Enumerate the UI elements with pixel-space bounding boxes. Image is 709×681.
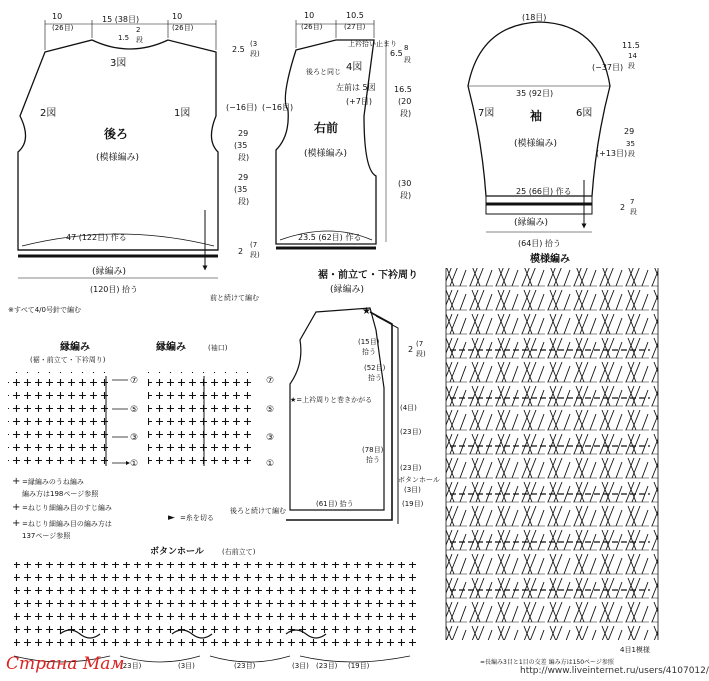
back-zu1: 1図 (174, 108, 191, 119)
front-h35: (35 (234, 141, 248, 150)
pattern-repeat: 4目1模様 (620, 646, 650, 654)
back-rib: (縁編み) (92, 267, 127, 277)
rib-row-7: ⑦ (130, 376, 139, 386)
front-h3: 段) (400, 109, 412, 118)
svg-text:►: ► (168, 513, 175, 523)
back-piece (8, 12, 260, 314)
back-rows-dan: 段) (250, 251, 260, 259)
sleeve-h1: 11.5 (622, 41, 640, 50)
border-c52b: 拾う (368, 374, 382, 382)
svg-text:+: + (12, 476, 21, 487)
front-top-a-s: (26目) (301, 23, 323, 31)
sleeve-cuff: 25 (66目) 作る (516, 187, 572, 196)
back-h1: 29 (238, 173, 249, 182)
back-zu3: 3図 (110, 58, 127, 69)
source-url[interactable]: http://www.liveinternet.ru/users/4107012/ (520, 666, 709, 676)
pattern-chart (446, 252, 658, 666)
back-dec: (−16目) (226, 103, 258, 112)
legend-l2: 編み方は198ページ参照 (22, 490, 99, 498)
sleeve-dec: (−37目) (592, 63, 624, 72)
back-top-r-s: (26目) (172, 24, 194, 32)
border-r2: 2 (408, 345, 414, 354)
front-bottom: 23.5 (62目) 作る (298, 233, 362, 242)
sleeve-h3: 段 (628, 62, 635, 70)
rib-row-1: ① (130, 459, 139, 469)
border-sub: (縁編み) (330, 285, 365, 295)
border-bh: ボタンホール (398, 476, 440, 484)
border-c23b: (23目) (400, 464, 422, 472)
bh-sub: (右前立て) (222, 548, 256, 556)
bh-b3: (23目) (234, 662, 256, 670)
back-top-l-s: (26目) (52, 24, 74, 32)
back-rows7: (7 (250, 241, 258, 249)
back-pattern: (模様編み) (96, 153, 140, 163)
cuff-chart-sub: (袖口) (208, 344, 228, 352)
front-top-b-s: (27目) (344, 23, 366, 31)
front-h2: (20 (398, 97, 412, 106)
border-star-note: ★=上衿周りと巻きかがる (290, 396, 373, 404)
border-title: 裾・前立て・下衿周り (318, 270, 418, 281)
sleeve-rows7: 7 (630, 198, 635, 206)
bh-b4: (3目) (292, 662, 309, 670)
front-pattern: (模様編み) (304, 149, 348, 159)
rib-row-3: ③ (130, 433, 139, 443)
front-h1: 16.5 (394, 85, 412, 94)
rib-chart-title: 縁編み (60, 342, 90, 353)
front-h29: 29 (238, 129, 249, 138)
sleeve-zu6: 6図 (576, 108, 593, 119)
svg-text:+: + (12, 518, 21, 529)
sleeve-h35b: 段 (628, 150, 635, 158)
border-star: ★ (362, 306, 371, 317)
bh-b5: (23目) (316, 662, 338, 670)
front-zu4: 4図 (346, 62, 363, 73)
back-rib-cnt: (120目) 拾う (90, 285, 139, 294)
front-sh-d2: (3 (250, 40, 258, 48)
legend-l1: =縁編みのうね編み (22, 478, 84, 486)
rib-chart-sub: (裾・前立て・下衿周り) (30, 356, 106, 364)
back-name: 後ろ (104, 127, 129, 141)
sleeve-h2: 14 (628, 52, 637, 60)
sleeve-piece (468, 13, 640, 248)
border-c61: (61目) 拾う (316, 500, 354, 508)
sleeve-h29: 29 (624, 127, 635, 136)
rib-row-5: ⑤ (130, 405, 139, 415)
front-piece (232, 11, 412, 248)
back-neck-d2: 2 (136, 26, 141, 34)
front-collar-stop: 上衿拾い止まり (348, 40, 397, 48)
back-top-r: 10 (172, 12, 183, 21)
border-c52: (52目) (364, 364, 386, 372)
back-h3: 段) (238, 197, 250, 206)
back-top-l: 10 (52, 12, 63, 21)
border-r7: (7 (416, 340, 424, 348)
border-c19: (19目) (402, 500, 424, 508)
front-name: 右前 (314, 121, 339, 135)
front-h30: (30 (398, 179, 412, 188)
front-h35b: 段) (238, 153, 250, 162)
legend-cut: =糸を切る (180, 514, 214, 522)
sleeve-pattern: (模様編み) (514, 139, 558, 149)
front-back-close: 後ろと同じ (306, 68, 341, 76)
bh-b1: (23目) (120, 662, 142, 670)
back-rows2: 2 (238, 247, 244, 256)
sleeve-inc: (+13目) (596, 149, 628, 158)
pattern-title: 模様編み (530, 254, 570, 265)
cuff-chart-title: 縁編み (156, 342, 186, 353)
cuff-row-1: ① (266, 459, 275, 469)
border-piece (230, 268, 440, 524)
back-neck-d3: 段 (136, 36, 143, 44)
border-c4: (4目) (400, 404, 417, 412)
front-f65b: 8 (404, 44, 409, 52)
pattern-foot: =長編み3目と1目の交差 編み方は150ページ参照 (480, 659, 614, 666)
border-c23a: (23目) (400, 428, 422, 436)
border-c15: (15目) (358, 338, 380, 346)
border-bh-cnt: (3目) (404, 486, 421, 494)
cuff-chart (148, 340, 274, 469)
cuff-row-5: ⑤ (266, 405, 275, 415)
cuff-row-3: ③ (266, 433, 275, 443)
back-bottom: 47 (122目) 作る (66, 233, 127, 242)
buttonhole-chart (14, 546, 416, 670)
legend-l3: =ねじり細編み目のすじ編み (22, 504, 112, 512)
rib-chart (8, 340, 138, 469)
back-neck-d: 1.5 (118, 34, 130, 42)
front-dec: (−16目) (262, 103, 294, 112)
watermark-logo: Страна Мам (6, 654, 125, 674)
front-top-a: 10 (304, 11, 315, 20)
back-zu2: 2図 (40, 108, 57, 119)
back-h2: (35 (234, 185, 248, 194)
sleeve-rows2: 2 (620, 203, 626, 212)
front-top-b: 10.5 (346, 11, 364, 20)
border-r7b: 段) (416, 350, 426, 358)
border-c15b: 拾う (362, 348, 376, 356)
legend-l4: =ねじり細編み目の編み方は (22, 520, 112, 528)
front-f65: 6.5 (390, 49, 403, 58)
front-left5: 左前は 5図 (336, 83, 376, 92)
front-f65c: 段 (404, 56, 411, 64)
front-h30b: 段) (400, 191, 412, 200)
sleeve-h35: 35 (626, 140, 635, 148)
back-cont: 前と続けて編む (210, 294, 259, 302)
border-c78b: 拾う (366, 456, 380, 464)
cuff-row-7: ⑦ (266, 376, 275, 386)
bh-b6: (19目) (348, 662, 370, 670)
sleeve-zu7: 7図 (478, 108, 495, 119)
front-sh-d3: 段) (250, 50, 260, 58)
front-sh-d: 2.5 (232, 45, 245, 54)
sleeve-top: (18目) (522, 13, 547, 22)
bh-b2: (3目) (178, 662, 195, 670)
bh-title: ボタンホール (150, 547, 204, 557)
sleeve-rib: (縁編み) (514, 218, 549, 228)
svg-text:+: + (12, 502, 21, 513)
border-cont: 後ろと続けて編む (230, 507, 286, 515)
front-inc: (+7目) (346, 97, 373, 106)
sleeve-rib-cnt: (64目) 拾う (518, 239, 561, 248)
back-top-m: 15 (38目) (102, 15, 140, 24)
sleeve-rows-dan: 段 (630, 208, 637, 216)
legend (12, 476, 214, 540)
legend-l5: 137ページ参照 (22, 532, 71, 540)
sleeve-name: 袖 (530, 109, 543, 123)
border-c78: (78目) (362, 446, 384, 454)
back-note: ※すべて4/0号針で編む (8, 306, 81, 314)
sleeve-width: 35 (92目) (516, 89, 554, 98)
